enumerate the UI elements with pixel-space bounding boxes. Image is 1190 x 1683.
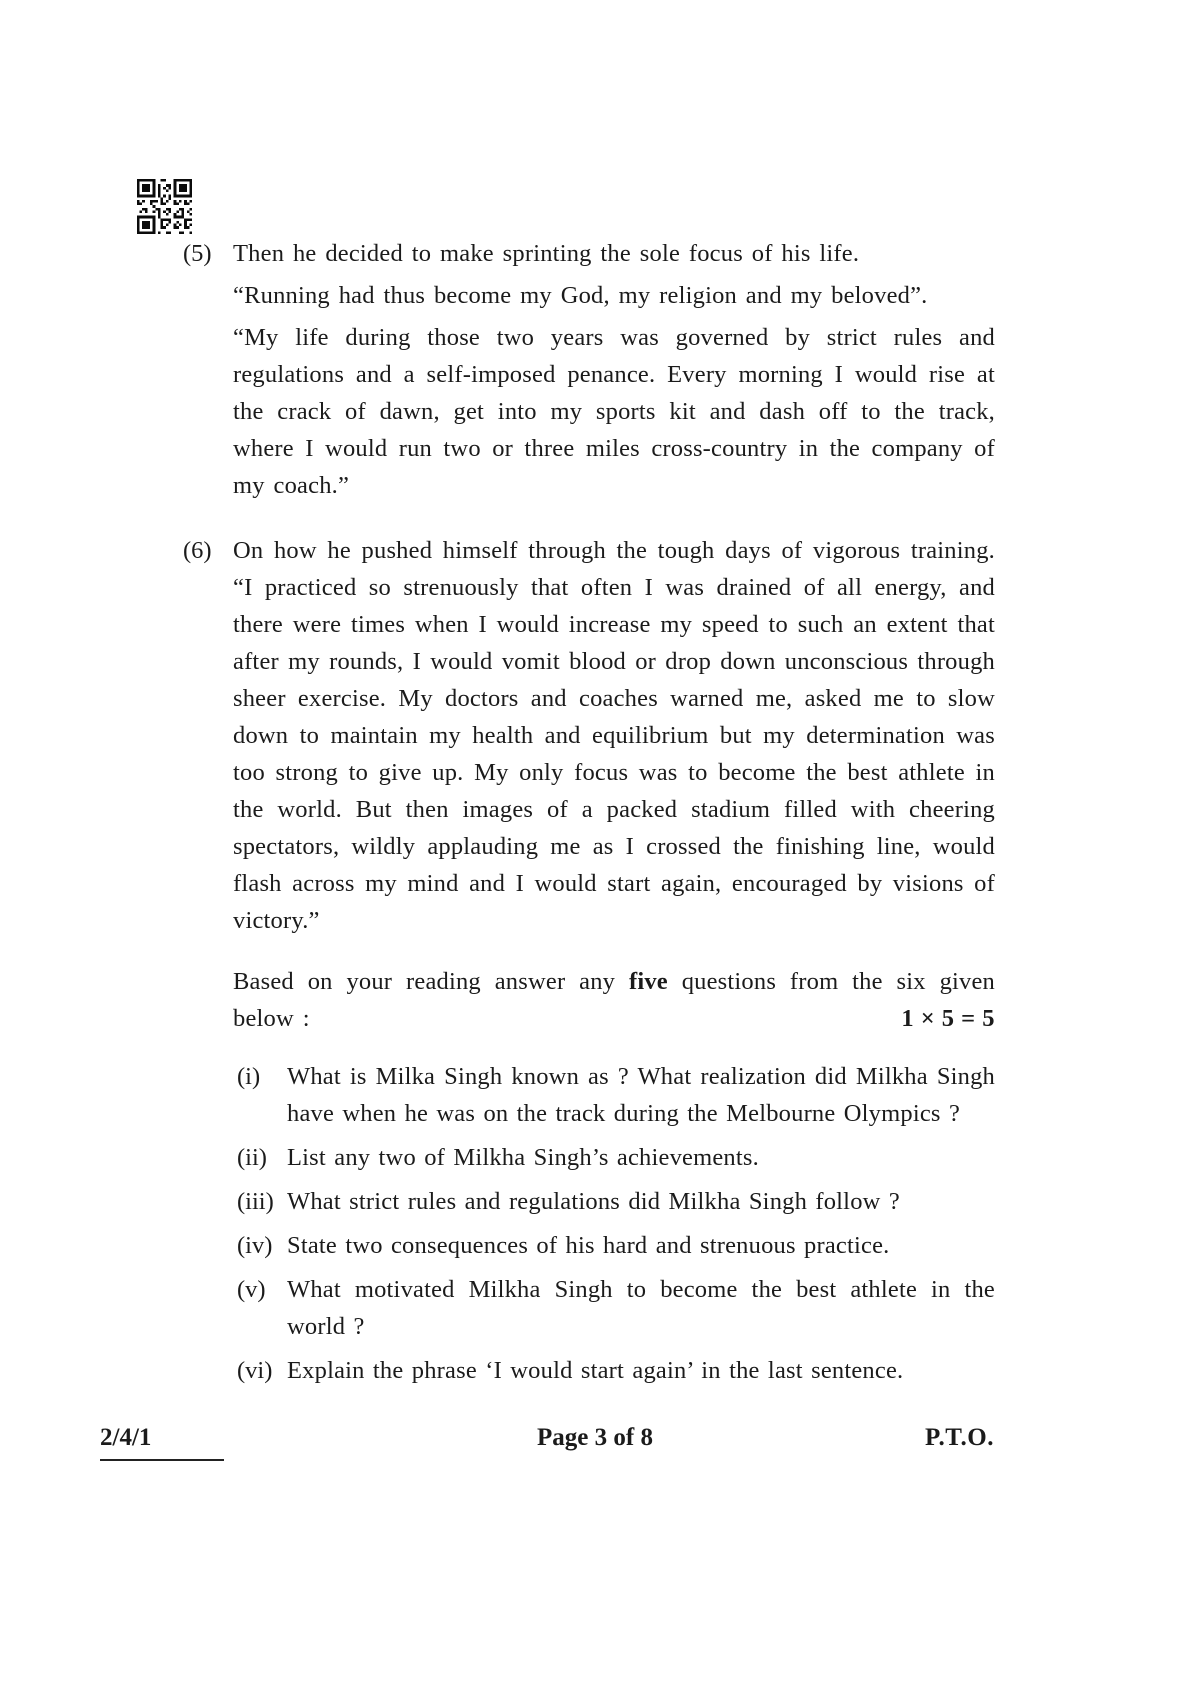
sub-question-text: What motivated Milkha Singh to become the best athlete in the world ? <box>287 1276 995 1340</box>
sub-question-iii <box>237 1183 995 1220</box>
pto-label: P.T.O. <box>925 1424 994 1451</box>
instruction-bold-word: five <box>628 968 668 995</box>
item-6-body <box>233 532 995 1396</box>
passage-line-1: Then he decided to make sprinting the sole focus of his life. <box>233 240 860 267</box>
item-number-5: (5) <box>183 240 212 267</box>
sub-question-label: (iv) <box>237 1232 273 1259</box>
passage-item-5 <box>183 235 995 509</box>
question-paper-content <box>183 235 995 1419</box>
page-number: Page 3 of 8 <box>537 1424 653 1451</box>
sub-question-label: (ii) <box>237 1144 267 1171</box>
qr-code <box>137 179 192 234</box>
sub-question-text: State two consequences of his hard and strenuous practice. <box>287 1232 890 1259</box>
sub-question-label: (i) <box>237 1063 261 1090</box>
sub-question-text: List any two of Milkha Singh’s achievements. <box>287 1144 759 1171</box>
passage-item-6 <box>183 532 995 1396</box>
instruction-suffix: questions from the six given below : <box>233 968 996 1032</box>
item-number-6: (6) <box>183 537 212 564</box>
instruction-text <box>233 963 995 1037</box>
instruction-block <box>233 963 995 1037</box>
sub-question-label: (iii) <box>237 1188 274 1215</box>
sub-question-ii <box>237 1139 995 1176</box>
instruction-prefix: Based on your reading answer any <box>233 968 629 995</box>
sub-question-text: Explain the phrase ‘I would start again’ in the last sentence. <box>287 1357 904 1384</box>
sub-question-list <box>237 1058 995 1389</box>
sub-question-v <box>237 1271 995 1345</box>
sub-question-i <box>237 1058 995 1132</box>
paper-code: 2/4/1 <box>100 1424 224 1461</box>
sub-question-label: (vi) <box>237 1357 273 1384</box>
item-5-body <box>233 235 995 509</box>
passage-paragraph-5: “My life during those two years was governed by strict rules and regulations and a self-imposed penance. Every morning I would rise at the crack of dawn, get into my sports kit and dash off to the track, where I would run two or three miles cross-country in the company of my coach.” <box>233 324 995 499</box>
sub-question-text: What strict rules and regulations did Milkha Singh follow ? <box>287 1188 900 1215</box>
passage-line-2: “Running had thus become my God, my religion and my beloved”. <box>233 282 928 309</box>
qr-code-graphic <box>137 179 192 234</box>
marks-allocation: 1 × 5 = 5 <box>901 1005 995 1032</box>
sub-question-text: What is Milka Singh known as ? What realization did Milkha Singh have when he was on the track during the Melbourne Olympics ? <box>287 1063 995 1127</box>
sub-question-label: (v) <box>237 1276 266 1303</box>
passage-paragraph-6: On how he pushed himself through the tough days of vigorous training. “I practiced so strenuously that often I was drained of all energy, and there were times when I would increase my speed to such an extent that after my rounds, I would vomit blood or drop down unconscious through sheer exercise. My doctors and coaches warned me, asked me to slow down to maintain my health and equilibrium but my determination was too strong to give up. My only focus was to become the best athlete in the world. But then images of a packed stadium filled with cheering spectators, wildly applauding me as I crossed the finishing line, would flash across my mind and I would start again, encouraged by visions of victory.” <box>233 537 995 934</box>
sub-question-vi <box>237 1352 995 1389</box>
sub-question-iv <box>237 1227 995 1264</box>
